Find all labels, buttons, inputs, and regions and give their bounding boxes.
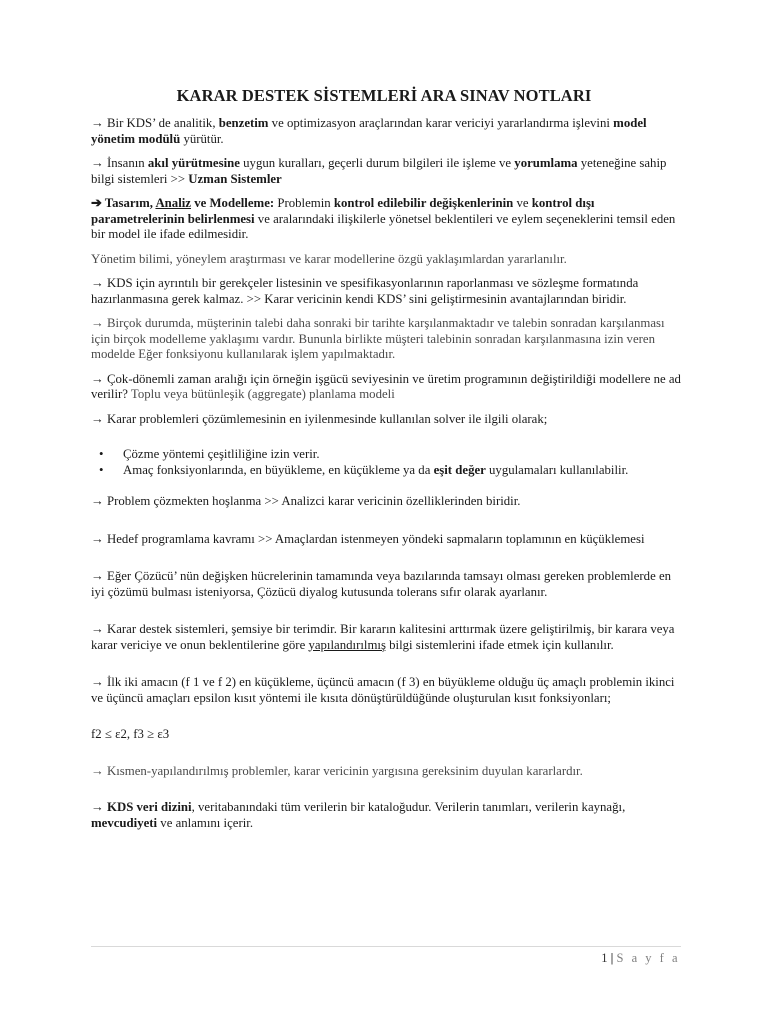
footer-divider <box>91 946 681 947</box>
note-paragraph-8: → Karar problemleri çözümlemesinin en iyilenmesinde kullanılan solver ile ilgili olarak; <box>91 411 548 426</box>
note-paragraph-9: → Problem çözmekten hoşlanma >> Analizci karar vericinin özelliklerinden biridir. <box>91 494 521 508</box>
note-paragraph-10: → Hedef programlama kavramı >> Amaçlardan istenmeyen yöndeki sapmaların toplamının en küçüklemesi <box>91 531 645 546</box>
list-item: • Çözme yöntemi çeşitliliğine izin verir. <box>99 447 320 461</box>
page-number: 1 <box>601 951 608 965</box>
note-paragraph-2: → İnsanın akıl yürütmesine uygun kuralları, geçerli durum bilgileri ile işleme ve yorumlama yeteneğine sahip bilgi sistemleri >> Uzman Sistemler <box>91 156 667 186</box>
note-paragraph-11: → Eğer Çözücü’ nün değişken hücrelerinin tamamında veya bazılarında tamsayı olması gereken problemlerde en iyi çözümü bulması isteniyorsa, Çözücü diyalog kutusunda tolerans sıfır olarak ayarlanır. <box>91 569 672 599</box>
note-paragraph-16: → KDS veri dizini, veritabanındaki tüm verilerin bir kataloğudur. Verilerin tanımları, verilerin kaynağı, mevcudiyeti ve anlamını içerir. <box>91 800 626 830</box>
arrow-icon: → <box>91 116 104 130</box>
arrow-icon: → <box>91 531 104 546</box>
page-title: KARAR DESTEK SİSTEMLERİ ARA SINAV NOTLARI <box>176 86 592 105</box>
page-label: S a y f a <box>616 951 680 965</box>
arrow-icon: → <box>91 156 104 170</box>
arrow-icon: → <box>91 675 104 689</box>
arrow-icon: → <box>91 622 104 636</box>
page-footer <box>601 951 680 966</box>
note-paragraph-13: → İlk iki amacın (f 1 ve f 2) en küçükleme, üçüncü amacın (f 3) en büyükleme olduğu üç amaçlı problemin ikinci ve üçüncü amaçları epsilon kısıt yöntemi ile kısıta dönüştürüldüğünde oluşturulan kısıt fonksiyonları; <box>91 675 675 705</box>
note-paragraph-1: → Bir KDS’ de analitik, benzetim ve optimizasyon araçlarından karar vericiyi yararlandırma işlevini model yönetim modülü yürütür. <box>91 116 647 146</box>
note-paragraph-6: → Birçok durumda, müşterinin talebi daha sonraki bir tarihte karşılanmaktadır ve talebin sonradan karşılanması için birçok modelleme yaklaşımı vardır. Bununla birlikte müşteri talebinin sonradan karşılanmasına izin veren modelde Eğer fonksiyonu kullanılarak işlem yapılmaktadır. <box>91 316 665 361</box>
arrow-icon: → <box>91 411 104 426</box>
arrow-icon: → <box>91 371 104 386</box>
constraint-formula: f2 ≤ ε2, f3 ≥ ε3 <box>91 727 170 741</box>
arrow-icon: → <box>91 569 104 583</box>
note-paragraph-3: ➔ Tasarım, Analiz ve Modelleme: Problemin kontrol edilebilir değişkenlerinin ve kontrol dışı parametrelerinin belirlenmesi ve aralarındaki ilişkilerle yönetsel beklentileri ve eylem seçeneklerini temsil eden bir model ile ifade edilmesidir. <box>91 196 676 241</box>
note-paragraph-4: Yönetim bilimi, yöneylem araştırması ve karar modellerine özgü yaklaşımlardan yararlanılır. <box>91 251 567 266</box>
arrow-icon: → <box>91 494 104 508</box>
bullet-icon: • <box>99 462 104 477</box>
note-paragraph-12: → Karar destek sistemleri, şemsiye bir terimdir. Bir kararın kalitesini arttırmak üzere geliştirilmiş, bir karara veya karar vericiye ve onun beklentilerine göre yapılandırılmış bilgi sistemlerini ifade etmek için kullanılır. <box>91 622 675 652</box>
arrow-icon: → <box>91 763 104 778</box>
arrow-icon: → <box>91 276 104 290</box>
solver-bullet-list <box>91 447 681 478</box>
note-paragraph-7: → Çok-dönemli zaman aralığı için örneğin işgücü seviyesinin ve üretim programının değiştirildiği modellere ne ad verilir? Toplu veya bütünleşik (aggregate) planlama modeli <box>91 371 681 401</box>
notes-body <box>91 116 681 840</box>
list-item: • Amaç fonksiyonlarında, en büyükleme, en küçükleme ya da eşit değer uygulamaları kullanılabilir. <box>99 462 629 477</box>
footer-separator: | <box>610 951 614 965</box>
arrow-icon: → <box>91 800 104 814</box>
note-paragraph-5: → KDS için ayrıntılı bir gerekçeler listesinin ve spesifikasyonlarının raporlanması ve sözleşme formatında hazırlanmasına gerek kalmaz. >> Karar vericinin kendi KDS’ sini geliştirmesinin avantajlarından biridir. <box>91 276 639 306</box>
arrow-icon: → <box>91 316 104 330</box>
bold-arrow-icon: ➔ <box>91 196 102 210</box>
bullet-icon: • <box>99 447 104 461</box>
note-paragraph-15: → Kısmen-yapılandırılmış problemler, karar vericinin yargısına gereksinim duyulan kararlardır. <box>91 763 583 778</box>
